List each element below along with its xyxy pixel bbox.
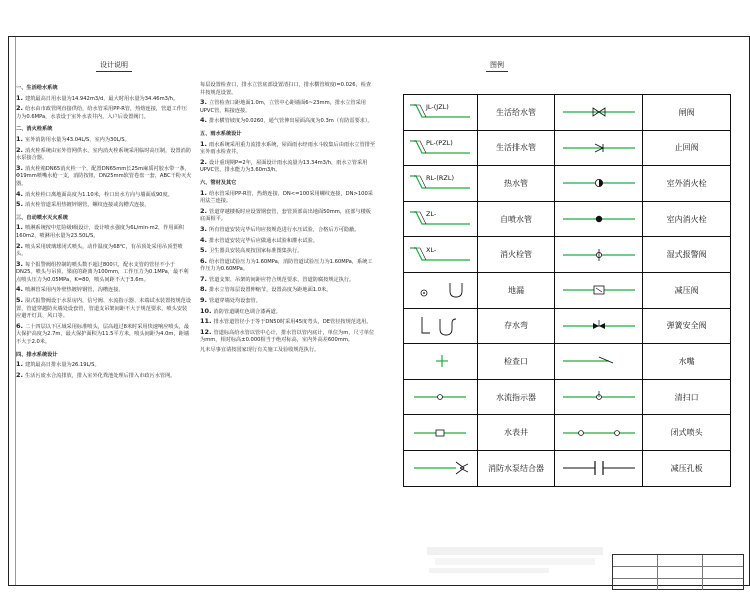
notes-column-1 bbox=[16, 80, 192, 382]
legend-name: 消防水泵结合器 bbox=[477, 450, 555, 486]
note-text: 所有管道安装完毕后均应按规范进行水压试验，合格后方可隐蔽。 bbox=[209, 226, 360, 233]
note-paragraph bbox=[16, 147, 192, 163]
legend-symbol bbox=[404, 166, 478, 202]
section-heading bbox=[16, 215, 192, 223]
legend-name: 室内消火栓 bbox=[643, 201, 731, 237]
legend-name: 减压阀 bbox=[643, 272, 731, 308]
pipe-code: XL- bbox=[426, 245, 437, 254]
pipe-code: PL-(PZL) bbox=[426, 138, 453, 147]
item-number: 3. bbox=[200, 224, 207, 233]
note-text: 给水管采用PP-R管，热熔连接，DN<=100采用螺纹连接，DN>100采用法兰连接。 bbox=[200, 190, 373, 205]
note-text: 消火栓箱DN65消火栓一个，配置DN65mm长25m麻质衬胶水带一条，Φ19mm喷嘴水枪一支，消防按钮，DN25mm软管卷盘一套，ABC干粉灭火器。 bbox=[16, 165, 192, 187]
item-number: 5. bbox=[200, 246, 207, 255]
note-text: 管道穿越楼板时应设置钢套管，套管顶部高出地面50mm，底部与楼板底面相平。 bbox=[200, 208, 371, 223]
legend-symbol bbox=[555, 130, 643, 166]
note-text: 三、自动喷水灭火系统 bbox=[16, 214, 68, 221]
legend-row bbox=[404, 308, 731, 344]
legend-symbol bbox=[555, 201, 643, 237]
legend-row bbox=[404, 201, 731, 237]
note-paragraph bbox=[200, 159, 376, 175]
note-paragraph bbox=[200, 297, 376, 306]
note-paragraph bbox=[200, 117, 376, 126]
section-heading bbox=[16, 352, 192, 360]
note-paragraph bbox=[200, 276, 376, 285]
notes-column-2 bbox=[200, 82, 376, 357]
item-number: 7. bbox=[200, 274, 207, 283]
note-text: 二、消火栓系统 bbox=[16, 126, 53, 133]
note-paragraph bbox=[200, 318, 376, 327]
note-text: 消火栓栓口离地面高度为1.10米，栓口出水方向与墙面成90度。 bbox=[25, 191, 173, 198]
note-text: 喷淋管采用内外壁热镀锌钢管，沟槽连接。 bbox=[25, 287, 124, 294]
legend-name: 地漏 bbox=[477, 272, 555, 308]
legend-row bbox=[404, 166, 731, 202]
note-text: 凡未尽事宜请按国家现行有关施工及验收规范执行。 bbox=[200, 347, 320, 354]
item-number: 1. bbox=[16, 360, 23, 369]
legend-row bbox=[404, 130, 731, 166]
item-number: 3. bbox=[200, 98, 207, 107]
note-text: 给水由市政管网直接供给，给水管采用PP-R管，热熔连接，管道工作压力为0.6MPa，水表设于室外水表井内，入户后设置阀门。 bbox=[16, 106, 188, 120]
note-paragraph bbox=[200, 347, 376, 355]
legend-symbol bbox=[404, 379, 478, 415]
legend-name: 室外消火栓 bbox=[643, 166, 731, 202]
note-text: 排水管道管径小于等于DN50时采用45度弯头，DE管径按规范选用。 bbox=[213, 319, 372, 326]
note-text: 排水横管坡度为0.0260，通气管伸出屋面高度为0.3m（有防雷要求）。 bbox=[209, 118, 373, 125]
note-paragraph bbox=[16, 361, 192, 370]
legend-symbol bbox=[555, 95, 643, 131]
note-paragraph bbox=[16, 105, 192, 121]
note-text: 喷头采用玻璃球闭式喷头，动作温度为68℃，有吊顶处采用吊顶型喷头。 bbox=[16, 243, 183, 258]
item-number: 1. bbox=[200, 139, 207, 148]
legend-row bbox=[404, 237, 731, 273]
note-paragraph bbox=[200, 82, 376, 97]
legend-name: 水嘴 bbox=[643, 344, 731, 380]
legend-name: 热水管 bbox=[477, 166, 555, 202]
item-number: 6. bbox=[16, 321, 23, 330]
note-paragraph bbox=[200, 208, 376, 224]
legend-symbol bbox=[555, 344, 643, 380]
legend-symbol bbox=[555, 450, 643, 486]
note-paragraph bbox=[200, 308, 376, 317]
title-block bbox=[612, 554, 744, 590]
note-text: 管道穿墙处均设套管。 bbox=[209, 298, 261, 305]
note-paragraph bbox=[200, 286, 376, 295]
note-paragraph bbox=[16, 261, 192, 285]
note-paragraph bbox=[200, 141, 376, 157]
note-paragraph bbox=[200, 329, 376, 345]
note-text: 生活污废水合流排放，排入室外化粪池处理后排入市政污水管网。 bbox=[25, 372, 176, 379]
item-number: 4. bbox=[200, 116, 207, 125]
legend-symbol bbox=[404, 450, 478, 486]
legend-table bbox=[403, 94, 731, 487]
note-text: 排水立管每层设置伸缩节，设置高度为距地面1.0米。 bbox=[209, 287, 332, 294]
item-number: 6. bbox=[200, 256, 207, 265]
legend-symbol bbox=[555, 237, 643, 273]
item-number: 4. bbox=[200, 235, 207, 244]
note-paragraph bbox=[16, 323, 192, 347]
item-number: 2. bbox=[16, 145, 23, 154]
note-text: 建筑最高日排水量为26.19L/S。 bbox=[25, 362, 100, 369]
legend-symbol bbox=[555, 308, 643, 344]
legend-name: 闭式喷头 bbox=[643, 415, 731, 451]
section-heading bbox=[200, 180, 376, 188]
note-paragraph bbox=[16, 286, 192, 295]
legend-name: 湿式报警阀 bbox=[643, 237, 731, 273]
note-paragraph bbox=[16, 201, 192, 210]
section-heading bbox=[16, 126, 192, 134]
item-number: 2. bbox=[200, 157, 207, 166]
legend-name: 自喷水管 bbox=[477, 201, 555, 237]
legend-name: 生活排水管 bbox=[477, 130, 555, 166]
note-text: 每层设置检查口，排水立管底部设置清扫口，排水横管坡度i=0.026，检查井按规范设置。 bbox=[200, 82, 372, 96]
note-text: 每个报警阀组控制的喷头数不超过800只，配水支管的管径不小于DN25。喷头与吊顶、梁底的距离为100mm，工作压力为0.1MPa，最不利点喷头压力为0.05MPa，K=80，喷头间距不大于3.6m。 bbox=[16, 261, 189, 283]
legend-row bbox=[404, 344, 731, 380]
legend-name: 弹簧安全阀 bbox=[643, 308, 731, 344]
note-paragraph bbox=[16, 297, 192, 321]
item-number: 1. bbox=[200, 188, 207, 197]
note-text: 消防管道刷红色调合漆两道。 bbox=[213, 308, 281, 315]
note-text: 设计重现期P=2年，屋面设计雨水流量为13.34m3/h，雨水立管采用UPVC管，排水能力为3.60m3/h。 bbox=[200, 159, 368, 174]
item-number: 1. bbox=[16, 134, 23, 143]
note-paragraph bbox=[16, 136, 192, 145]
note-text: 管道标高给水管以管中心计，排水管以管内底计，单位为m，尺寸单位为mm，相对标高±0.000相当于绝对标高，室内外高差600mm。 bbox=[200, 329, 375, 344]
legend-symbol bbox=[555, 166, 643, 202]
item-number: 2. bbox=[16, 104, 23, 113]
item-number: 2. bbox=[16, 241, 23, 250]
note-paragraph bbox=[16, 372, 192, 381]
legend-name: 生活给水管 bbox=[477, 95, 555, 131]
pipe-code: ZL- bbox=[426, 210, 437, 219]
legend-symbol bbox=[404, 130, 478, 166]
note-text: 湿式报警阀设于水泵房内，信号阀、水流指示器、末端试水装置按规范设置，管道穿越防火墙处设套管，管道支吊架间距不大于规范要求，喷头安装应避开灯具、风口等。 bbox=[16, 298, 192, 320]
legend-name: 减压孔板 bbox=[643, 450, 731, 486]
legend-symbol bbox=[404, 415, 478, 451]
note-text: 喷淋系统按中危险级I级设计，设计喷水强度为6L/min·m2，作用面积160m2，喷淋用水量为23.50L/S。 bbox=[16, 225, 184, 239]
legend-name: 清扫口 bbox=[643, 379, 731, 415]
legend-name: 消火栓管 bbox=[477, 237, 555, 273]
note-paragraph bbox=[200, 190, 376, 206]
legend-row bbox=[404, 415, 731, 451]
item-number: 4. bbox=[16, 189, 23, 198]
note-paragraph bbox=[200, 99, 376, 115]
note-text: 四、排水系统设计 bbox=[16, 351, 58, 358]
item-number: 11. bbox=[200, 317, 212, 326]
legend-row bbox=[404, 450, 731, 486]
legend-row bbox=[404, 379, 731, 415]
legend-name: 存水弯 bbox=[477, 308, 555, 344]
note-text: 室外消防用水量为43.04L/S，室内为30L/S。 bbox=[25, 136, 130, 143]
legend-symbol bbox=[404, 344, 478, 380]
legend-name: 水表井 bbox=[477, 415, 555, 451]
legend-name: 止回阀 bbox=[643, 130, 731, 166]
binding-margin bbox=[9, 37, 16, 585]
legend-name: 闸阀 bbox=[643, 95, 731, 131]
item-number: 3. bbox=[16, 259, 23, 268]
legend-title: 图例 bbox=[486, 60, 508, 72]
note-paragraph bbox=[16, 243, 192, 259]
legend-symbol bbox=[404, 308, 478, 344]
note-text: 一、生活给水系统 bbox=[16, 85, 58, 91]
legend-row bbox=[404, 95, 731, 131]
note-paragraph bbox=[16, 95, 192, 104]
note-text: 排水管道安装完毕后应做通水试验和灌水试验。 bbox=[209, 237, 318, 244]
legend-symbol bbox=[404, 237, 478, 273]
item-number: 8. bbox=[200, 285, 207, 294]
item-number: 1. bbox=[16, 93, 23, 102]
note-text: 卫生器具安装高度按国家标准图集执行。 bbox=[209, 248, 303, 255]
legend-symbol bbox=[555, 415, 643, 451]
note-text: 消火栓管道采用热镀锌钢管，螺纹连接或沟槽式连接。 bbox=[25, 202, 150, 209]
note-text: 建筑最高日用水量为14.942m3/d，最大时用水量为34.46m3/h。 bbox=[25, 95, 179, 102]
note-paragraph bbox=[200, 226, 376, 235]
item-number: 12. bbox=[200, 327, 212, 336]
item-number: 1. bbox=[16, 223, 23, 232]
note-paragraph bbox=[16, 165, 192, 189]
note-text: 五、雨水系统设计 bbox=[200, 130, 242, 137]
legend-name: 检查口 bbox=[477, 344, 555, 380]
item-number: 2. bbox=[16, 370, 23, 379]
pipe-code: RL-(RZL) bbox=[426, 174, 455, 183]
legend-row bbox=[404, 272, 731, 308]
item-number: 9. bbox=[200, 296, 207, 305]
item-number: 3. bbox=[16, 163, 23, 172]
legend-symbol bbox=[404, 95, 478, 131]
section-heading bbox=[16, 85, 192, 93]
note-text: 雨水系统采用重力流排水系统，屋面雨水经雨水斗收集后由雨水立管排至室外雨水检查井。 bbox=[200, 141, 376, 156]
legend-name: 水流指示器 bbox=[477, 379, 555, 415]
legend-symbol bbox=[404, 201, 478, 237]
item-number: 5. bbox=[16, 200, 23, 209]
note-paragraph bbox=[200, 247, 376, 256]
note-text: 立管检查口距地面1.0m，立管中心距墙面6~23mm，排水立管采用UPVC管，粘接连接。 bbox=[200, 100, 366, 114]
note-text: 给水管道试验压力为1.60MPa，消防管道试验压力为1.60MPa，系统工作压力为0.60MPa。 bbox=[200, 258, 373, 273]
note-paragraph bbox=[16, 191, 192, 200]
note-paragraph bbox=[16, 224, 192, 240]
note-text: 六、管材及其它 bbox=[200, 179, 237, 186]
item-number: 10. bbox=[200, 306, 212, 315]
note-text: 二十四层以下区域采用标准喷头，层高超过8米时采用快速响应喷头，最大保护高度为2.7m，最大保护面积为11.5平方米，喷头间距为4.0m，距墙不大于2.0米。 bbox=[16, 323, 190, 346]
note-paragraph bbox=[200, 258, 376, 274]
section-heading bbox=[200, 131, 376, 139]
note-paragraph bbox=[200, 237, 376, 246]
legend-symbol bbox=[555, 379, 643, 415]
legend-symbol bbox=[404, 272, 478, 308]
note-text: 消火栓系统由室外管网供水，室内消火栓系统采用临时高压制，设置消防水泵接合器。 bbox=[16, 147, 192, 162]
note-text: 管道支架、吊架的间距应符合规范要求，管道防腐按规定执行。 bbox=[209, 276, 355, 283]
stamp-area bbox=[425, 543, 607, 577]
item-number: 4. bbox=[16, 285, 23, 294]
legend-symbol bbox=[555, 272, 643, 308]
item-number: 5. bbox=[16, 296, 23, 305]
notes-title: 设计说明 bbox=[96, 60, 132, 72]
item-number: 2. bbox=[200, 206, 207, 215]
pipe-code: JL-(JZL) bbox=[426, 103, 449, 112]
